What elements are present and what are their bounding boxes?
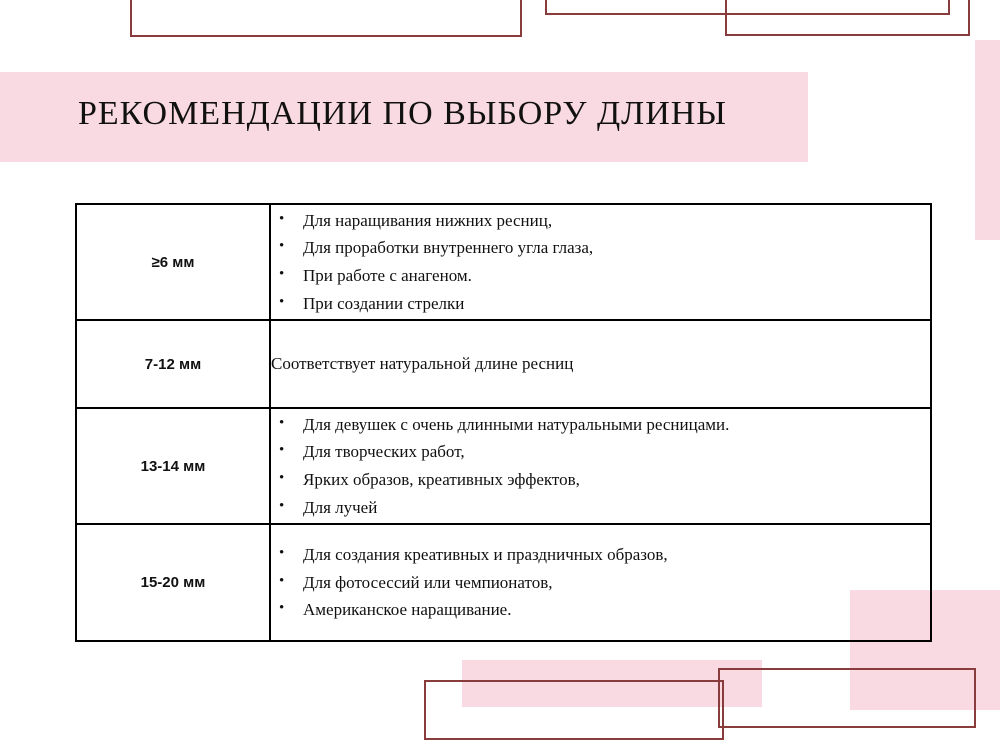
list-item: • Для фотосессий или чемпионатов,: [271, 569, 930, 597]
table-row: [76, 204, 931, 320]
list-item: • Для создания креативных и праздничных образов,: [271, 541, 930, 569]
table-cell-range: 13-14 мм: [76, 408, 270, 524]
table-row: [76, 408, 931, 524]
decorative-rect-bottom-left: [424, 680, 724, 740]
list-item: • Для девушек с очень длинными натуральными ресницами.: [271, 411, 930, 439]
table-row: [76, 524, 931, 641]
table-cell-description: [270, 408, 931, 524]
table-cell-range: 15-20 мм: [76, 524, 270, 641]
table-cell-range: ≥6 мм: [76, 204, 270, 320]
list-item: • Ярких образов, креативных эффектов,: [271, 466, 930, 494]
bullet-list: [271, 207, 930, 317]
list-item: • Для лучей: [271, 494, 930, 522]
table-cell-description: [270, 204, 931, 320]
decorative-rect-bottom-right: [718, 668, 976, 728]
list-item: • Для творческих работ,: [271, 438, 930, 466]
bullet-list: [271, 541, 930, 624]
table-cell-range: 7-12 мм: [76, 320, 270, 408]
list-item: • При работе с анагеном.: [271, 262, 930, 290]
page-title: РЕКОМЕНДАЦИИ ПО ВЫБОРУ ДЛИНЫ: [78, 95, 727, 132]
length-recommendations-table: [75, 203, 932, 642]
decorative-rect-top-left: [130, 0, 522, 37]
list-item: • Для проработки внутреннего угла глаза,: [271, 234, 930, 262]
table-cell-description: [270, 524, 931, 641]
table-cell-description: [270, 320, 931, 408]
bullet-list: [271, 411, 930, 521]
list-item: • Для наращивания нижних ресниц,: [271, 207, 930, 235]
list-item: • При создании стрелки: [271, 290, 930, 318]
description-text: Соответствует натуральной длине ресниц: [271, 354, 574, 374]
decorative-pink-strip-right: [975, 40, 1000, 240]
table-row: [76, 320, 931, 408]
decorative-rect-top-right-lower: [725, 0, 970, 36]
list-item: • Американское наращивание.: [271, 596, 930, 624]
